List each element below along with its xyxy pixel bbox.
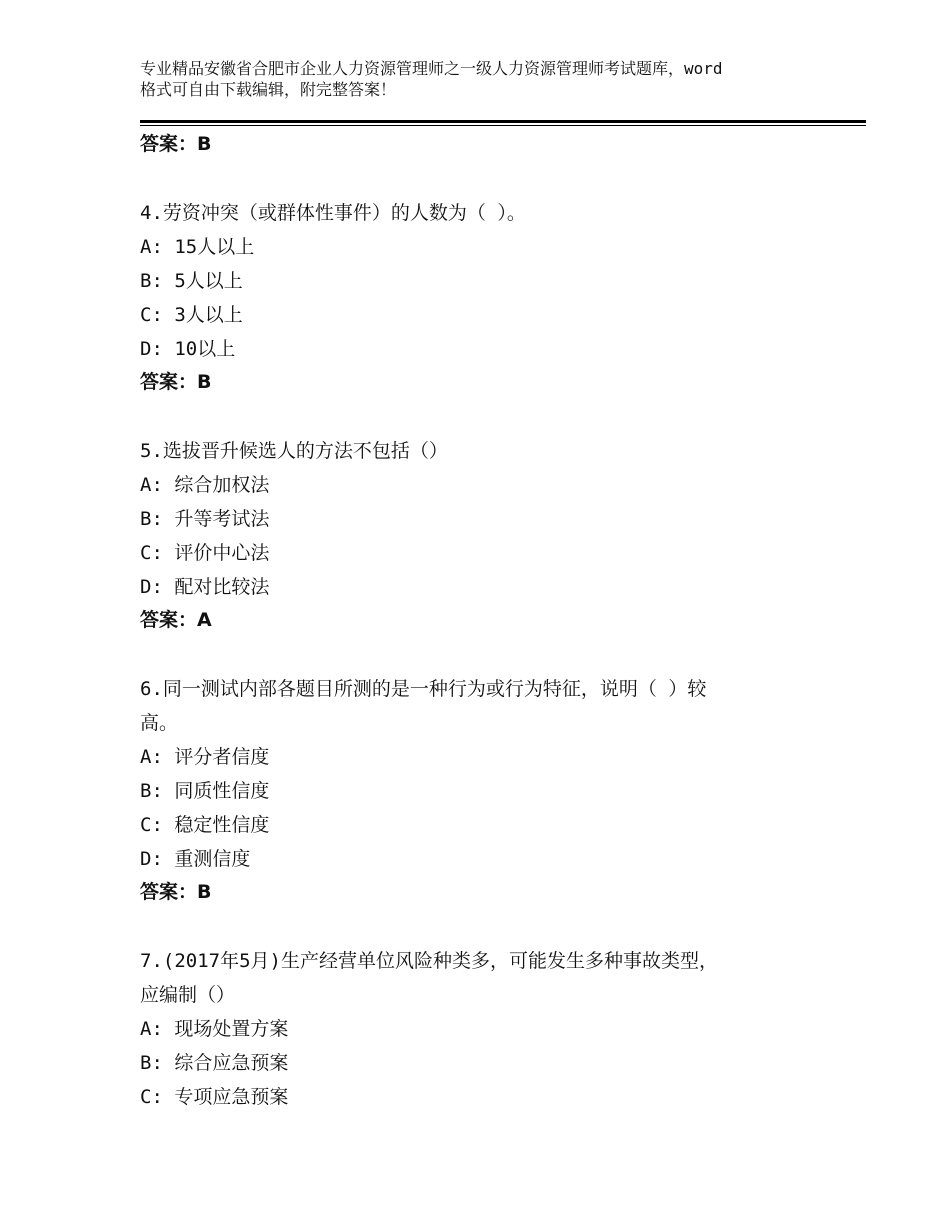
answer: 答案：B (140, 371, 212, 393)
option-c: C: 稳定性信度 (140, 814, 270, 836)
option-a: A: 现场处置方案 (140, 1018, 289, 1040)
previous-answer: 答案：B (140, 133, 212, 155)
question-text-line-2: 应编制（） (140, 984, 236, 1006)
question-text-line-1: 6.同一测试内部各题目所测的是一种行为或行为特征，说明（ ）较 (140, 678, 707, 700)
option-d: D: 10以上 (140, 338, 236, 360)
option-d: D: 配对比较法 (140, 576, 270, 598)
header-rule-thin (140, 125, 866, 126)
question-text: 4.劳资冲突（或群体性事件）的人数为（ ）。 (140, 202, 526, 224)
option-c: C: 评价中心法 (140, 542, 270, 564)
header-rule-thick (140, 120, 866, 123)
answer: 答案：B (140, 881, 212, 903)
question-text: 5.选拔晋升候选人的方法不包括（） (140, 440, 448, 462)
question-text-line-2: 高。 (140, 712, 179, 734)
answer: 答案：A (140, 609, 212, 631)
option-b: B: 5人以上 (140, 270, 243, 292)
option-a: A: 评分者信度 (140, 746, 270, 768)
option-b: B: 同质性信度 (140, 780, 270, 802)
header-line-2: 格式可自由下载编辑，附完整答案！ (140, 80, 397, 99)
question-4 (140, 196, 840, 398)
header-line-1: 专业精品安徽省合肥市企业人力资源管理师之一级人力资源管理师考试题库，word (140, 59, 723, 78)
question-6 (140, 672, 840, 908)
document-header (140, 58, 840, 100)
option-c: C: 3人以上 (140, 304, 243, 326)
option-b: B: 升等考试法 (140, 508, 270, 530)
option-d: D: 重测信度 (140, 848, 251, 870)
document-body (140, 128, 840, 1114)
question-7 (140, 944, 840, 1114)
option-a: A: 综合加权法 (140, 474, 270, 496)
question-text-line-1: 7.(2017年5月)生产经营单位风险种类多，可能发生多种事故类型， (140, 950, 718, 972)
option-a: A: 15人以上 (140, 236, 255, 258)
option-c: C: 专项应急预案 (140, 1086, 289, 1108)
option-b: B: 综合应急预案 (140, 1052, 289, 1074)
question-5 (140, 434, 840, 636)
